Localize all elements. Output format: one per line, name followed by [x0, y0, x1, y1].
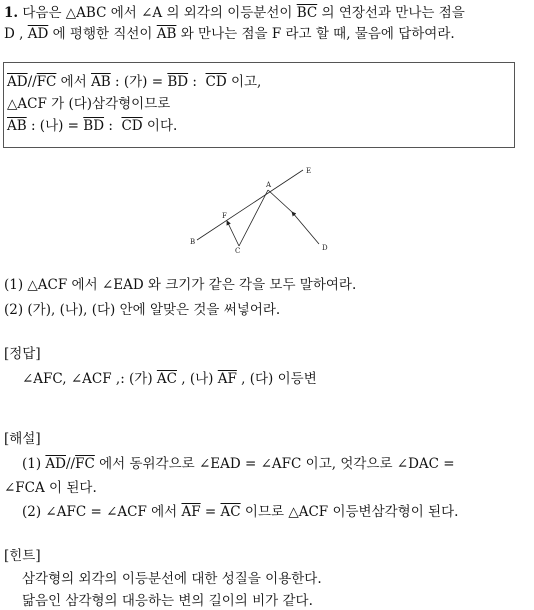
label-c: C	[235, 247, 241, 255]
label-a: A	[266, 181, 272, 189]
proof-box	[3, 62, 515, 148]
solution-line-3: (2) ∠AFC = ∠ACF 에서 $\overline{AF} = \overline{AC}$ 이므로 △ACF 이등변삼각형이 된다.	[22, 504, 459, 520]
answer-heading: [정답]	[4, 346, 41, 362]
box-line-1: $\overline{AD}//\overline{FC}$ 에서 $\overline{AB}$ : (가) = $\overline{BD}$ : $\overline{CD}$ 이고,	[7, 74, 262, 90]
solution-heading: [해설]	[4, 431, 41, 447]
label-e: E	[306, 167, 312, 175]
hint-line-2: 닮음인 삼각형의 대응하는 변의 길이의 비가 같다.	[22, 593, 313, 609]
problem-number: 1.	[4, 5, 19, 21]
label-d: D	[322, 244, 328, 252]
problem-text-1: 다음은 △ABC 에서 ∠A 의 외각의 이등분선이 $\overline{BC}$ 의 연장선과 만나는 점을	[22, 5, 465, 21]
box-line-2: △ACF 가 (다)삼각형이므로	[7, 96, 171, 112]
solution-line-1: (1) $\overline{AD}//\overline{FC}$ 에서 동위각으로 ∠EAD = ∠AFC 이고, 엇각으로 ∠DAC =	[22, 456, 455, 472]
hint-line-1: 삼각형의 외각의 이등분선에 대한 성질을 이용한다.	[22, 571, 322, 587]
problem-line-2: D , $\overline{AD}$ 에 평행한 직선이 $\overline{AB}$ 와 만나는 점을 F 라고 할 때, 물음에 답하여라.	[4, 26, 455, 42]
geometry-figure	[185, 160, 335, 255]
segment-da-upper	[268, 190, 292, 212]
question-1: (1) △ACF 에서 ∠EAD 와 크기가 같은 각을 모두 말하여라.	[4, 277, 357, 293]
hint-heading: [힌트]	[4, 548, 41, 564]
line-be	[197, 170, 303, 240]
box-line-3: $\overline{AB}$ : (나) = $\overline{BD}$ : $\overline{CD}$ 이다.	[7, 118, 178, 134]
segment-cf	[227, 221, 239, 246]
segment-da	[292, 212, 319, 244]
question-2: (2) (가), (나), (다) 안에 알맞은 것을 써넣어라.	[4, 302, 281, 318]
solution-line-2: ∠FCA 이 된다.	[4, 480, 97, 496]
answer-text: ∠AFC, ∠ACF ,: (가) $\overline{AC}$ , (나) $\overline{AF}$ , (다) 이등변	[22, 371, 317, 387]
label-f: F	[222, 212, 227, 220]
problem-line-1	[4, 4, 465, 22]
label-b: B	[190, 238, 196, 246]
segment-ac	[239, 190, 268, 246]
